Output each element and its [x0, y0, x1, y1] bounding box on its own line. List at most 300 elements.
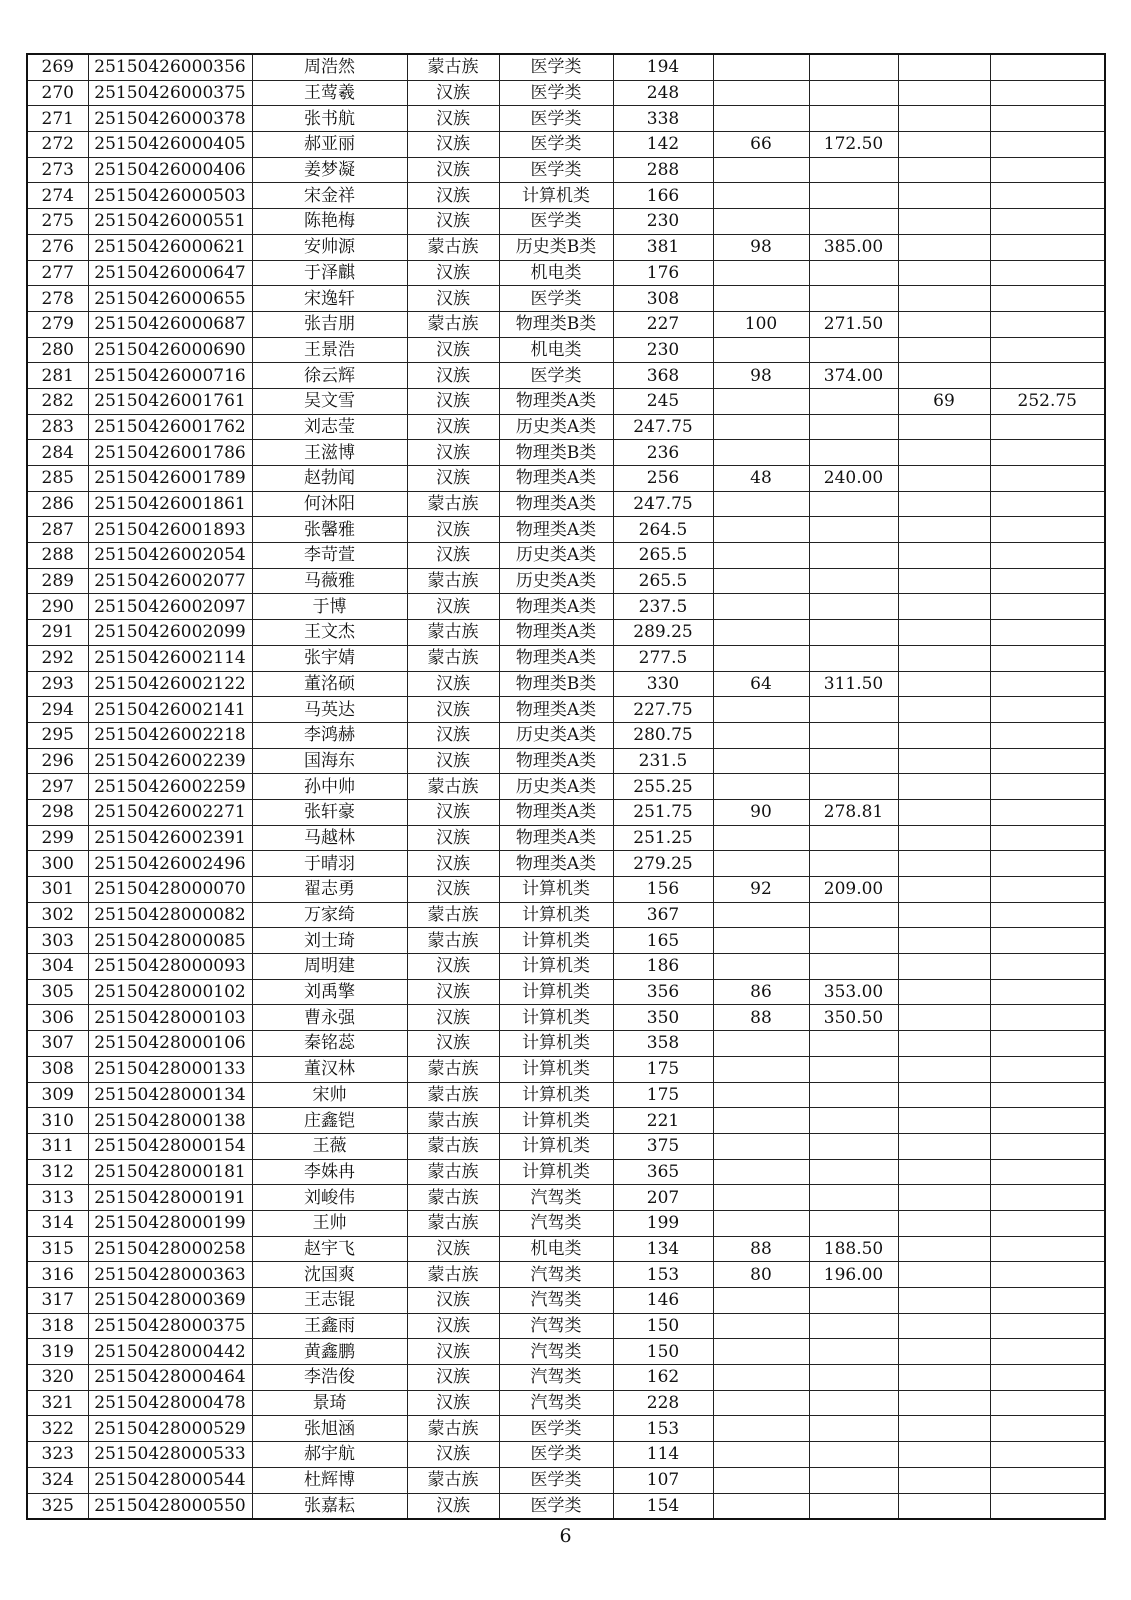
cell-score-3 [898, 954, 990, 980]
cell-total-2: 278.81 [809, 799, 898, 825]
cell-name: 周明建 [252, 954, 407, 980]
cell-total-2 [809, 1365, 898, 1391]
cell-total-2: 311.50 [809, 671, 898, 697]
cell-score-2 [713, 1313, 809, 1339]
cell-ethnicity: 汉族 [407, 1493, 499, 1519]
cell-exam-id: 25150428000103 [88, 1005, 252, 1031]
table-row [27, 1313, 1105, 1339]
cell-total-3 [990, 157, 1105, 183]
cell-category: 医学类 [499, 1493, 613, 1519]
cell-total-3 [990, 1390, 1105, 1416]
cell-name: 黄鑫鹏 [252, 1339, 407, 1365]
cell-total-2 [809, 722, 898, 748]
cell-ethnicity: 汉族 [407, 157, 499, 183]
cell-score-3 [898, 1442, 990, 1468]
cell-score-2 [713, 748, 809, 774]
cell-category: 计算机类 [499, 1031, 613, 1057]
cell-ethnicity: 汉族 [407, 851, 499, 877]
table-row [27, 157, 1105, 183]
cell-score: 207 [613, 1185, 713, 1211]
cell-index: 269 [27, 54, 88, 80]
cell-ethnicity: 汉族 [407, 1031, 499, 1057]
cell-score-2 [713, 80, 809, 106]
cell-score-2 [713, 851, 809, 877]
cell-total-3 [990, 132, 1105, 158]
table-row [27, 1108, 1105, 1134]
cell-index: 308 [27, 1056, 88, 1082]
cell-category: 物理类A类 [499, 645, 613, 671]
table-row [27, 671, 1105, 697]
cell-score-2 [713, 722, 809, 748]
cell-category: 汽驾类 [499, 1365, 613, 1391]
cell-category: 医学类 [499, 54, 613, 80]
cell-name: 王文杰 [252, 620, 407, 646]
cell-score: 114 [613, 1442, 713, 1468]
cell-name: 王景浩 [252, 337, 407, 363]
cell-ethnicity: 蒙古族 [407, 54, 499, 80]
cell-total-3 [990, 414, 1105, 440]
table-row [27, 697, 1105, 723]
cell-exam-id: 25150428000138 [88, 1108, 252, 1134]
table-row [27, 568, 1105, 594]
cell-total-3 [990, 1082, 1105, 1108]
cell-exam-id: 25150426000375 [88, 80, 252, 106]
cell-total-3 [990, 697, 1105, 723]
cell-score: 356 [613, 979, 713, 1005]
cell-total-3 [990, 1236, 1105, 1262]
cell-score: 175 [613, 1082, 713, 1108]
cell-score-3 [898, 183, 990, 209]
cell-score-3 [898, 799, 990, 825]
cell-score-2 [713, 1056, 809, 1082]
cell-score-2 [713, 1365, 809, 1391]
cell-name: 刘志莹 [252, 414, 407, 440]
cell-total-2 [809, 1108, 898, 1134]
cell-total-2: 385.00 [809, 234, 898, 260]
cell-total-3 [990, 799, 1105, 825]
cell-score: 350 [613, 1005, 713, 1031]
cell-category: 历史类A类 [499, 722, 613, 748]
cell-score: 256 [613, 466, 713, 492]
cell-ethnicity: 汉族 [407, 825, 499, 851]
cell-ethnicity: 汉族 [407, 286, 499, 312]
cell-score-3 [898, 1493, 990, 1519]
cell-category: 医学类 [499, 132, 613, 158]
cell-score-3 [898, 979, 990, 1005]
cell-score-2: 64 [713, 671, 809, 697]
cell-category: 医学类 [499, 1416, 613, 1442]
cell-score: 289.25 [613, 620, 713, 646]
cell-total-2 [809, 748, 898, 774]
cell-name: 张吉朋 [252, 311, 407, 337]
cell-total-3 [990, 748, 1105, 774]
cell-index: 295 [27, 722, 88, 748]
cell-score: 264.5 [613, 517, 713, 543]
cell-name: 吴文雪 [252, 388, 407, 414]
cell-score-2: 66 [713, 132, 809, 158]
cell-exam-id: 25150426000406 [88, 157, 252, 183]
cell-score-2 [713, 697, 809, 723]
cell-total-3 [990, 234, 1105, 260]
cell-score-2 [713, 260, 809, 286]
cell-category: 历史类A类 [499, 774, 613, 800]
cell-total-3 [990, 260, 1105, 286]
cell-total-3 [990, 594, 1105, 620]
cell-exam-id: 25150428000375 [88, 1313, 252, 1339]
cell-score-2 [713, 620, 809, 646]
cell-score: 150 [613, 1339, 713, 1365]
cell-total-2 [809, 388, 898, 414]
cell-index: 275 [27, 209, 88, 235]
cell-name: 王滋博 [252, 440, 407, 466]
cell-score-2 [713, 491, 809, 517]
cell-score-3 [898, 1390, 990, 1416]
cell-category: 物理类B类 [499, 311, 613, 337]
cell-index: 289 [27, 568, 88, 594]
cell-ethnicity: 蒙古族 [407, 1416, 499, 1442]
cell-score-2 [713, 517, 809, 543]
cell-score-3 [898, 1262, 990, 1288]
cell-name: 于泽麒 [252, 260, 407, 286]
cell-category: 物理类A类 [499, 799, 613, 825]
cell-total-3 [990, 1133, 1105, 1159]
cell-ethnicity: 汉族 [407, 1236, 499, 1262]
cell-ethnicity: 汉族 [407, 799, 499, 825]
cell-name: 国海东 [252, 748, 407, 774]
cell-name: 万家绮 [252, 902, 407, 928]
cell-total-2 [809, 774, 898, 800]
cell-exam-id: 25150428000464 [88, 1365, 252, 1391]
cell-score-2: 48 [713, 466, 809, 492]
cell-ethnicity: 蒙古族 [407, 1082, 499, 1108]
cell-exam-id: 25150428000102 [88, 979, 252, 1005]
cell-name: 刘峻伟 [252, 1185, 407, 1211]
cell-name: 李姝冉 [252, 1159, 407, 1185]
cell-index: 284 [27, 440, 88, 466]
cell-exam-id: 25150428000550 [88, 1493, 252, 1519]
cell-category: 物理类B类 [499, 671, 613, 697]
cell-ethnicity: 汉族 [407, 1005, 499, 1031]
cell-score-2 [713, 928, 809, 954]
table-row [27, 543, 1105, 569]
cell-total-2 [809, 594, 898, 620]
cell-name: 曹永强 [252, 1005, 407, 1031]
cell-score: 279.25 [613, 851, 713, 877]
cell-ethnicity: 蒙古族 [407, 1133, 499, 1159]
cell-score-3 [898, 80, 990, 106]
cell-ethnicity: 蒙古族 [407, 1210, 499, 1236]
table-row [27, 106, 1105, 132]
cell-total-3 [990, 1108, 1105, 1134]
cell-score-3 [898, 1005, 990, 1031]
cell-name: 张书航 [252, 106, 407, 132]
cell-ethnicity: 蒙古族 [407, 1159, 499, 1185]
cell-exam-id: 25150426002271 [88, 799, 252, 825]
cell-exam-id: 25150426000647 [88, 260, 252, 286]
cell-ethnicity: 汉族 [407, 1390, 499, 1416]
cell-name: 王志锟 [252, 1288, 407, 1314]
cell-total-3 [990, 1056, 1105, 1082]
cell-total-2 [809, 620, 898, 646]
cell-total-2 [809, 440, 898, 466]
cell-index: 282 [27, 388, 88, 414]
cell-category: 物理类A类 [499, 851, 613, 877]
cell-score-2 [713, 645, 809, 671]
cell-exam-id: 25150426002141 [88, 697, 252, 723]
cell-score-3 [898, 106, 990, 132]
cell-exam-id: 25150426000405 [88, 132, 252, 158]
cell-total-3 [990, 620, 1105, 646]
cell-ethnicity: 汉族 [407, 877, 499, 903]
table-row [27, 132, 1105, 158]
cell-score-2 [713, 954, 809, 980]
cell-total-2 [809, 80, 898, 106]
cell-ethnicity: 蒙古族 [407, 902, 499, 928]
cell-category: 汽驾类 [499, 1390, 613, 1416]
cell-score: 308 [613, 286, 713, 312]
cell-score: 227 [613, 311, 713, 337]
cell-score: 134 [613, 1236, 713, 1262]
cell-name: 杜辉博 [252, 1467, 407, 1493]
cell-index: 286 [27, 491, 88, 517]
cell-ethnicity: 汉族 [407, 543, 499, 569]
cell-score-2 [713, 1339, 809, 1365]
cell-index: 283 [27, 414, 88, 440]
table-row [27, 1031, 1105, 1057]
cell-score-3 [898, 1108, 990, 1134]
cell-name: 景琦 [252, 1390, 407, 1416]
cell-total-2 [809, 54, 898, 80]
cell-name: 于博 [252, 594, 407, 620]
cell-total-3 [990, 1442, 1105, 1468]
cell-score-3 [898, 414, 990, 440]
cell-index: 291 [27, 620, 88, 646]
cell-total-2: 353.00 [809, 979, 898, 1005]
cell-score-2 [713, 1108, 809, 1134]
table-row [27, 414, 1105, 440]
cell-name: 王鑫雨 [252, 1313, 407, 1339]
cell-name: 张宇婧 [252, 645, 407, 671]
table-row [27, 1133, 1105, 1159]
cell-name: 王莺羲 [252, 80, 407, 106]
cell-name: 郝亚丽 [252, 132, 407, 158]
cell-ethnicity: 汉族 [407, 183, 499, 209]
cell-total-3 [990, 902, 1105, 928]
cell-exam-id: 25150426002122 [88, 671, 252, 697]
cell-total-3 [990, 1031, 1105, 1057]
cell-score-2 [713, 568, 809, 594]
cell-exam-id: 25150426001861 [88, 491, 252, 517]
cell-score-3 [898, 1339, 990, 1365]
cell-score: 338 [613, 106, 713, 132]
cell-score-3 [898, 877, 990, 903]
cell-index: 287 [27, 517, 88, 543]
cell-exam-id: 25150428000082 [88, 902, 252, 928]
table-row [27, 1339, 1105, 1365]
cell-exam-id: 25150426002259 [88, 774, 252, 800]
cell-score-3 [898, 928, 990, 954]
cell-score: 156 [613, 877, 713, 903]
cell-total-3 [990, 851, 1105, 877]
cell-total-2 [809, 645, 898, 671]
cell-total-3 [990, 1313, 1105, 1339]
cell-ethnicity: 汉族 [407, 722, 499, 748]
cell-score-3 [898, 1416, 990, 1442]
cell-score-2 [713, 106, 809, 132]
cell-exam-id: 25150426001762 [88, 414, 252, 440]
cell-name: 陈艳梅 [252, 209, 407, 235]
cell-name: 宋金祥 [252, 183, 407, 209]
cell-score: 236 [613, 440, 713, 466]
cell-score-2 [713, 1390, 809, 1416]
cell-score-2 [713, 825, 809, 851]
table-row [27, 209, 1105, 235]
cell-index: 320 [27, 1365, 88, 1391]
cell-ethnicity: 汉族 [407, 1313, 499, 1339]
cell-score-2: 92 [713, 877, 809, 903]
cell-total-2: 271.50 [809, 311, 898, 337]
table-row [27, 337, 1105, 363]
cell-index: 306 [27, 1005, 88, 1031]
table-row [27, 54, 1105, 80]
cell-ethnicity: 汉族 [407, 748, 499, 774]
cell-index: 309 [27, 1082, 88, 1108]
cell-score-2 [713, 543, 809, 569]
cell-score-2 [713, 337, 809, 363]
cell-total-2 [809, 1159, 898, 1185]
cell-exam-id: 25150426000503 [88, 183, 252, 209]
cell-score-2 [713, 1185, 809, 1211]
cell-category: 汽驾类 [499, 1210, 613, 1236]
cell-ethnicity: 汉族 [407, 260, 499, 286]
cell-index: 272 [27, 132, 88, 158]
table-row [27, 851, 1105, 877]
cell-exam-id: 25150428000363 [88, 1262, 252, 1288]
cell-index: 313 [27, 1185, 88, 1211]
cell-total-2 [809, 491, 898, 517]
cell-total-2 [809, 1133, 898, 1159]
cell-index: 318 [27, 1313, 88, 1339]
cell-total-2 [809, 825, 898, 851]
cell-score: 227.75 [613, 697, 713, 723]
table-row [27, 234, 1105, 260]
cell-ethnicity: 汉族 [407, 132, 499, 158]
cell-category: 医学类 [499, 80, 613, 106]
cell-index: 279 [27, 311, 88, 337]
cell-category: 机电类 [499, 260, 613, 286]
cell-name: 安帅源 [252, 234, 407, 260]
cell-score: 154 [613, 1493, 713, 1519]
cell-score-3 [898, 774, 990, 800]
table-row [27, 466, 1105, 492]
cell-ethnicity: 汉族 [407, 594, 499, 620]
cell-category: 计算机类 [499, 1005, 613, 1031]
cell-score-3: 69 [898, 388, 990, 414]
cell-name: 刘禹擎 [252, 979, 407, 1005]
cell-score-2 [713, 1133, 809, 1159]
cell-score-2 [713, 209, 809, 235]
cell-total-3 [990, 517, 1105, 543]
cell-score-3 [898, 517, 990, 543]
cell-ethnicity: 蒙古族 [407, 1185, 499, 1211]
cell-total-3 [990, 954, 1105, 980]
table-row [27, 440, 1105, 466]
cell-score-2 [713, 1467, 809, 1493]
cell-total-2 [809, 286, 898, 312]
cell-ethnicity: 蒙古族 [407, 311, 499, 337]
cell-index: 325 [27, 1493, 88, 1519]
cell-exam-id: 25150426000687 [88, 311, 252, 337]
cell-category: 物理类A类 [499, 491, 613, 517]
cell-exam-id: 25150428000369 [88, 1288, 252, 1314]
cell-ethnicity: 蒙古族 [407, 1056, 499, 1082]
table-row [27, 1210, 1105, 1236]
cell-score-2: 80 [713, 1262, 809, 1288]
cell-category: 计算机类 [499, 1108, 613, 1134]
cell-score-2 [713, 286, 809, 312]
table-body [27, 54, 1105, 1519]
cell-score-3 [898, 1159, 990, 1185]
cell-score-2 [713, 157, 809, 183]
cell-index: 300 [27, 851, 88, 877]
cell-exam-id: 25150426000655 [88, 286, 252, 312]
table-row [27, 363, 1105, 389]
cell-score: 107 [613, 1467, 713, 1493]
cell-total-2 [809, 1210, 898, 1236]
cell-total-2 [809, 851, 898, 877]
cell-category: 医学类 [499, 1442, 613, 1468]
cell-name: 赵勃闻 [252, 466, 407, 492]
table-row [27, 1236, 1105, 1262]
cell-category: 物理类A类 [499, 620, 613, 646]
cell-score: 247.75 [613, 414, 713, 440]
cell-ethnicity: 汉族 [407, 363, 499, 389]
cell-ethnicity: 汉族 [407, 414, 499, 440]
cell-score-3 [898, 620, 990, 646]
cell-exam-id: 25150426001893 [88, 517, 252, 543]
cell-ethnicity: 汉族 [407, 517, 499, 543]
cell-name: 马越林 [252, 825, 407, 851]
cell-score: 367 [613, 902, 713, 928]
cell-ethnicity: 蒙古族 [407, 1262, 499, 1288]
cell-score-2: 90 [713, 799, 809, 825]
cell-score-3 [898, 697, 990, 723]
table-row [27, 286, 1105, 312]
cell-total-3 [990, 979, 1105, 1005]
cell-total-2 [809, 414, 898, 440]
cell-index: 299 [27, 825, 88, 851]
cell-category: 汽驾类 [499, 1262, 613, 1288]
table-row [27, 722, 1105, 748]
cell-category: 物理类A类 [499, 517, 613, 543]
cell-exam-id: 25150426000690 [88, 337, 252, 363]
cell-total-3 [990, 311, 1105, 337]
cell-index: 298 [27, 799, 88, 825]
cell-index: 303 [27, 928, 88, 954]
cell-total-2 [809, 1390, 898, 1416]
cell-exam-id: 25150426002077 [88, 568, 252, 594]
cell-category: 计算机类 [499, 928, 613, 954]
cell-index: 297 [27, 774, 88, 800]
cell-exam-id: 25150428000085 [88, 928, 252, 954]
cell-total-2 [809, 1313, 898, 1339]
cell-category: 医学类 [499, 157, 613, 183]
cell-score-3 [898, 1185, 990, 1211]
cell-exam-id: 25150426002114 [88, 645, 252, 671]
cell-score-3 [898, 54, 990, 80]
cell-category: 物理类B类 [499, 440, 613, 466]
cell-category: 医学类 [499, 363, 613, 389]
